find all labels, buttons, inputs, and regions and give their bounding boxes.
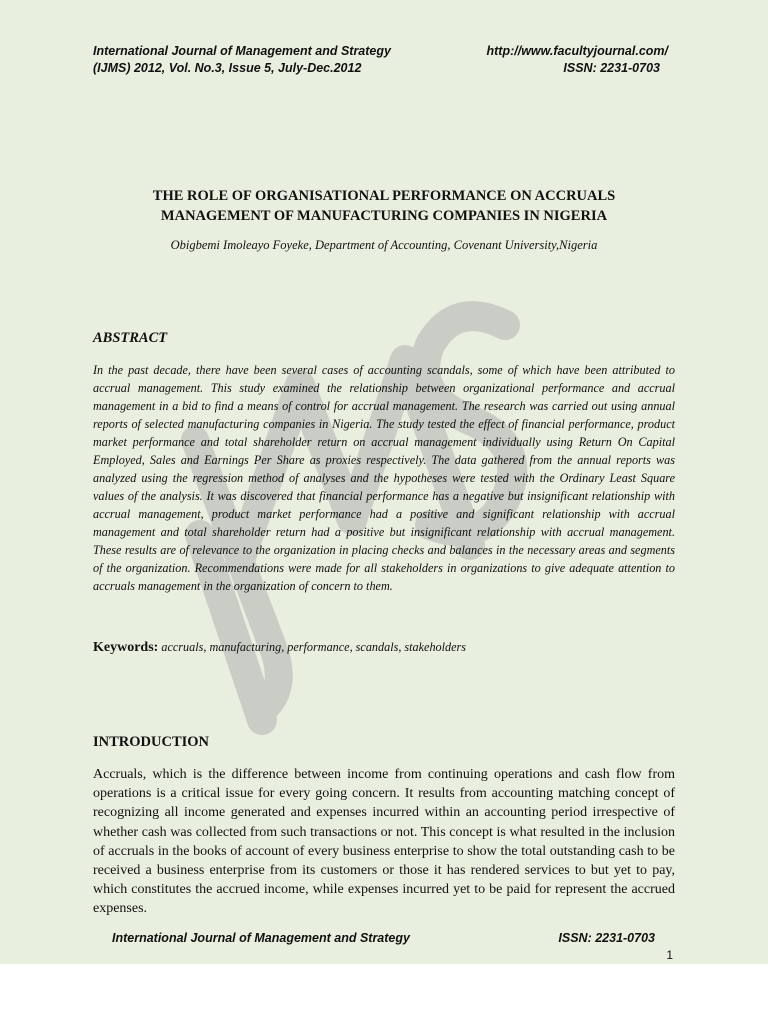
introduction-heading: INTRODUCTION [93,734,210,750]
keywords-label: Keywords: [93,640,159,655]
paper-title-line-2: MANAGEMENT OF MANUFACTURING COMPANIES IN NIGERIA [160,208,608,224]
keywords-line [93,640,675,656]
header-issue: (IJMS) 2012, Vol. No.3, Issue 5, July-Dec.2012 [93,61,362,75]
abstract-heading: ABSTRACT [93,330,168,346]
header-line-2 [93,60,668,77]
footer-issn: ISSN: 2231-0703 [558,931,655,945]
paper-title-line-1: THE ROLE OF ORGANISATIONAL PERFORMANCE ON ACCRUALS [152,188,616,204]
header-line-1 [93,43,668,60]
introduction-text: Accruals, which is the difference between income from continuing operations and cash flow from operations is a critical issue for every going concern. It results from accounting matching concept of recognizing all income generated and expenses incurred within an accounting period irrespective of whether cash was collected from such transactions or not. This concept is what resulted in the inclusion of accruals in the books of account of every business enterprise to show the total outstanding cash to be received a business enterprise from its customers or those it has rendered services to but yet to pay, which constitutes the accrued income, while expenses incurred yet to be paid for represent the accrued expenses. [93,767,675,917]
keywords-list: accruals, manufacturing, performance, scandals, stakeholders [161,640,467,654]
page-number: 1 [666,948,673,962]
abstract-text: In the past decade, there have been several cases of accounting scandals, some of which have been attributed to accrual management. This study examined the relationship between organizational performance and accrual management in a bid to find a means of control for accrual management. The research was carried out using annual reports of selected manufacturing companies in Nigeria. The study tested the effect of financial performance, product market performance and total shareholder return on accrual management individually using Return On Capital Employed, Sales and Earnings Per Share as proxies respectively. The data gathered from the annual reports was analyzed using the regression method of analyses and the hypotheses were tested with the Ordinary Least Square values of the analysis. It was discovered that financial performance has a negative but insignificant relationship with accrual management, product market performance had a positive and significant relationship with accrual management and total shareholder return had a positive but insignificant relationship with accrual management. These results are of relevance to the organization in placing checks and balances in the necessary areas and segments of the organization. Recommendations were made for all stakeholders in organizations to give adequate attention to accruals management in the organization of concern to them. [93,363,675,593]
header-issn: ISSN: 2231-0703 [563,61,660,75]
footer-journal: International Journal of Management and Strategy [112,931,410,945]
header-journal: International Journal of Management and Strategy [93,44,391,58]
paper-author: Obigbemi Imoleayo Foyeke, Department of Accounting, Covenant University,Nigeria [170,238,598,252]
paper-title [93,186,675,226]
footer [112,931,655,945]
header-url[interactable]: http://www.facultyjournal.com/ [486,44,668,58]
